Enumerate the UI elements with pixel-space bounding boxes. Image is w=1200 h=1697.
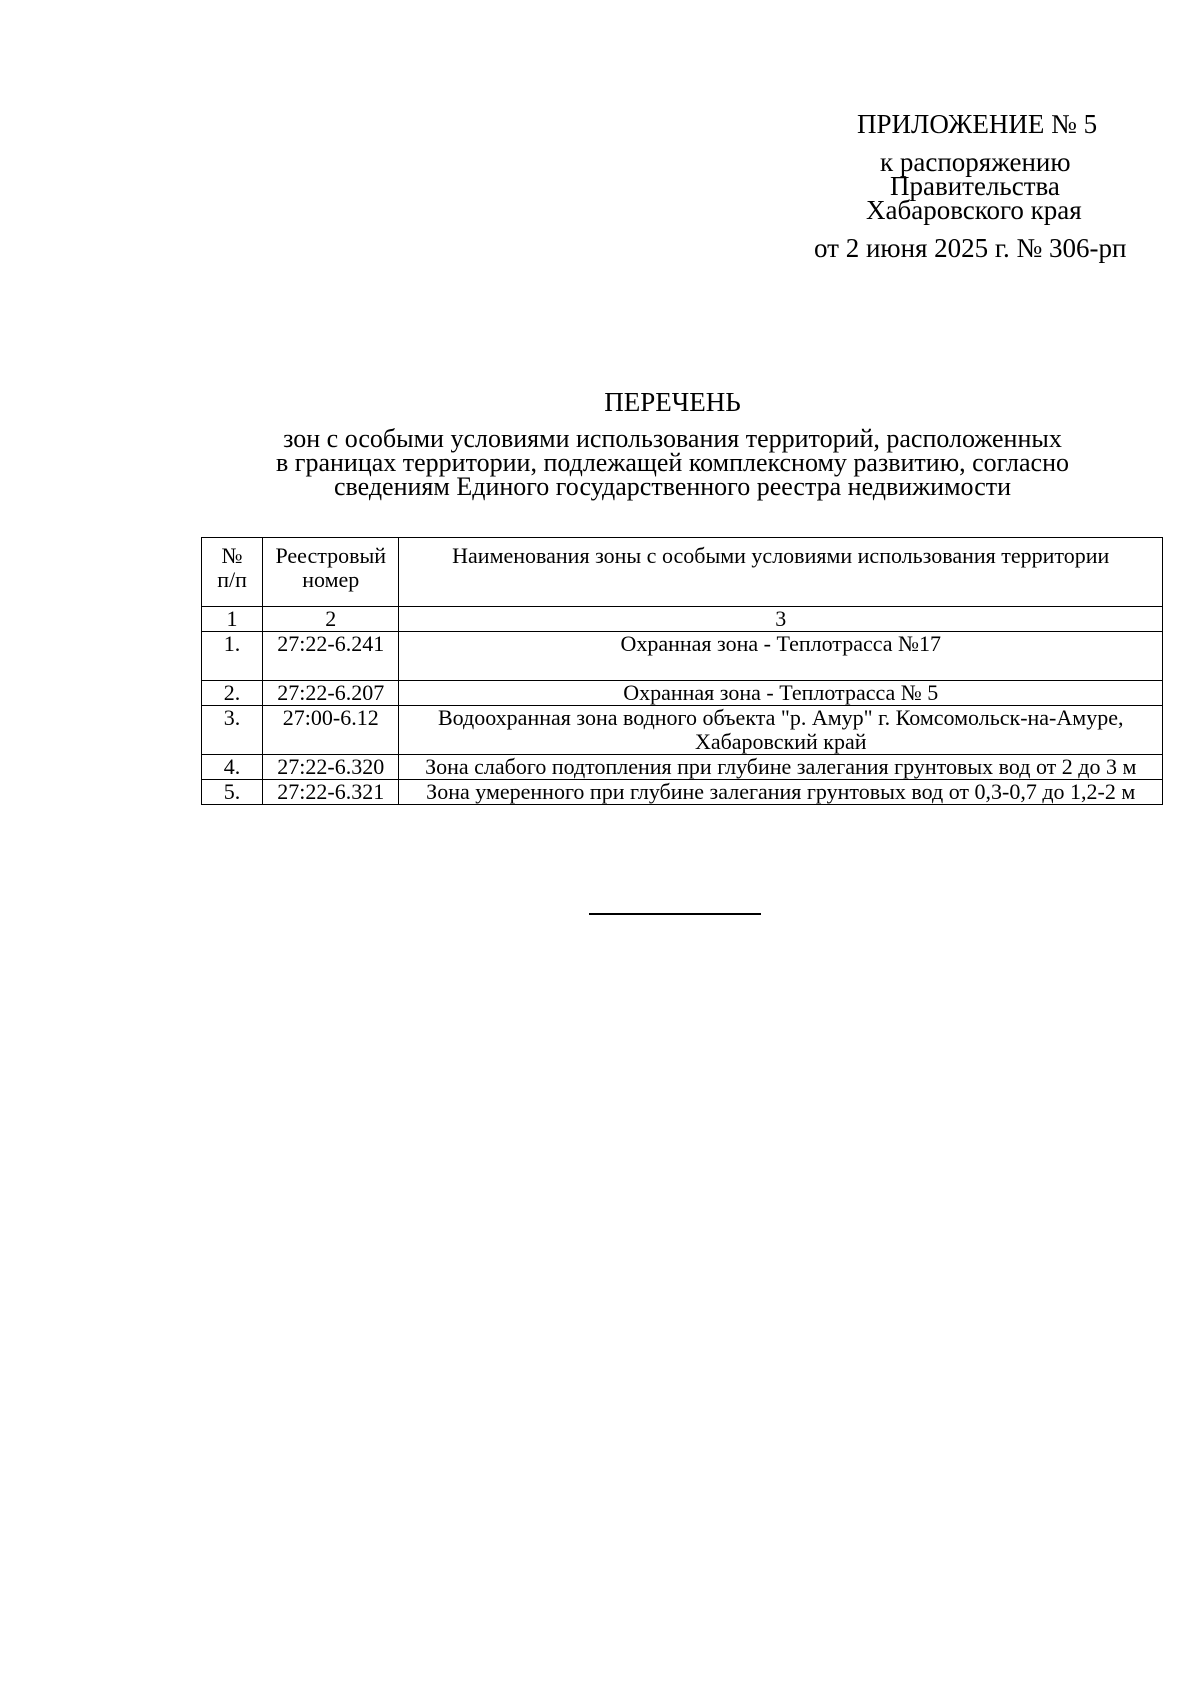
row-num: 4. xyxy=(202,755,263,780)
row-num: 3. xyxy=(202,706,263,755)
row-zone-name: Охранная зона - Теплотрасса № 5 xyxy=(399,681,1163,706)
appendix-to-order: к распоряжению xyxy=(880,147,1071,177)
row-registry: 27:22-6.321 xyxy=(263,780,399,805)
document-title: ПЕРЕЧЕНЬ xyxy=(604,387,741,417)
zones-table xyxy=(201,537,1163,805)
table-row xyxy=(202,755,1163,780)
row-num: 1. xyxy=(202,632,263,681)
appendix-region: Хабаровского края xyxy=(866,195,1082,225)
table-row xyxy=(202,632,1163,681)
row-zone-name: Зона умеренного при глубине залегания грунтовых вод от 0,3-0,7 до 1,2-2 м xyxy=(399,780,1163,805)
header-num-line2: п/п xyxy=(217,567,247,592)
subtitle-line: в границах территории, подлежащей комплексному развитию, согласно xyxy=(276,448,1069,477)
row-registry: 27:22-6.207 xyxy=(263,681,399,706)
header-num-line1: № xyxy=(221,543,243,568)
row-registry: 27:22-6.320 xyxy=(263,755,399,780)
row-zone-name: Водоохранная зона водного объекта "р. Амур" г. Комсомольск-на-Амуре, Хабаровский край xyxy=(399,706,1163,755)
row-num: 2. xyxy=(202,681,263,706)
header-registry-line1: Реестровый xyxy=(275,543,387,568)
document-subtitle xyxy=(0,424,1200,501)
row-zone-name: Зона слабого подтопления при глубине залегания грунтовых вод от 2 до 3 м xyxy=(399,755,1163,780)
column-numbers-row xyxy=(202,607,1163,632)
row-registry: 27:00-6.12 xyxy=(263,706,399,755)
row-num: 5. xyxy=(202,780,263,805)
column-number: 1 xyxy=(202,607,263,632)
appendix-government: Правительства xyxy=(890,171,1060,201)
header-registry-line2: номер xyxy=(302,567,360,592)
subtitle-line: сведениям Единого государственного реестра недвижимости xyxy=(333,472,1012,501)
row-registry: 27:22-6.241 xyxy=(263,632,399,681)
end-separator-line xyxy=(589,913,761,915)
table-row xyxy=(202,706,1163,755)
header-num xyxy=(202,538,263,607)
subtitle-line: зон с особыми условиями использования территорий, расположенных xyxy=(283,424,1062,453)
column-number: 3 xyxy=(399,607,1163,632)
header-registry xyxy=(263,538,399,607)
header-zone-name: Наименования зоны с особыми условиями использования территории xyxy=(399,538,1163,607)
appendix-date-number: от 2 июня 2025 г. № 306-рп xyxy=(814,233,1127,263)
column-number: 2 xyxy=(263,607,399,632)
appendix-title: ПРИЛОЖЕНИЕ № 5 xyxy=(857,109,1098,139)
row-zone-name: Охранная зона - Теплотрасса №17 xyxy=(399,632,1163,681)
table-row xyxy=(202,780,1163,805)
table-header-row xyxy=(202,538,1163,607)
table-row xyxy=(202,681,1163,706)
